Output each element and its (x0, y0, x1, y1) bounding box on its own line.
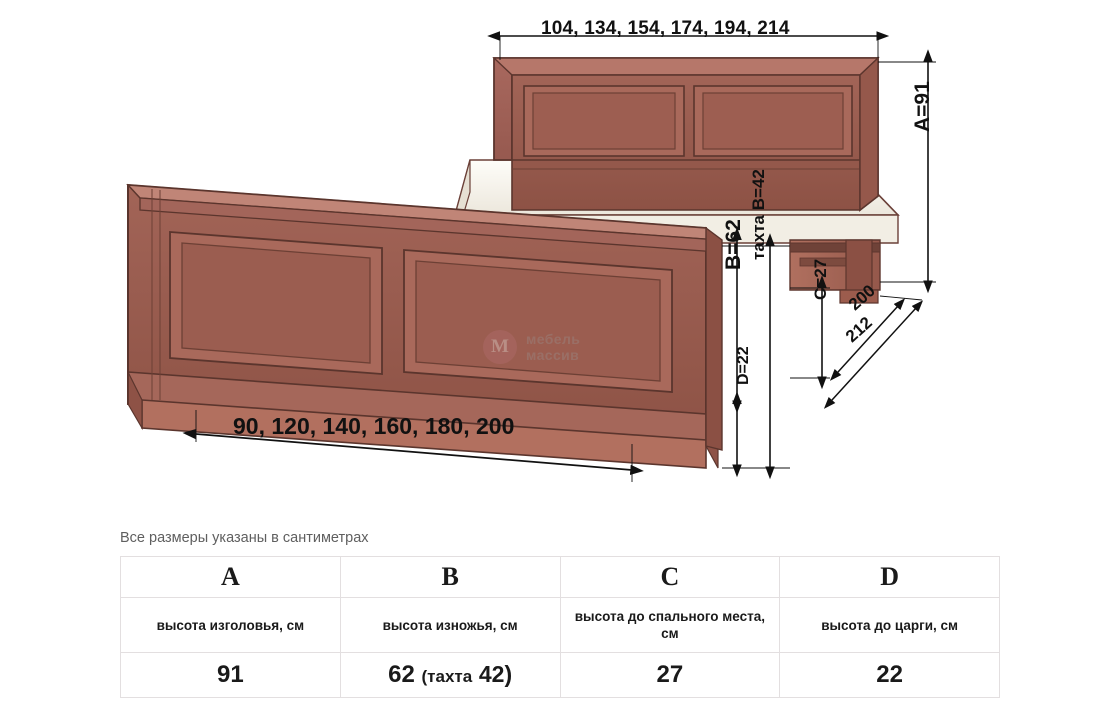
table-cell-desc-b: высота изножья, см (340, 598, 560, 653)
table-cell-letter-a: A (121, 557, 341, 598)
value-b-extra-bold: 42) (478, 661, 513, 687)
watermark-logo-icon: М (483, 330, 517, 364)
table-cell-letter-d: D (780, 557, 1000, 598)
table-cell-value-a (121, 653, 341, 698)
dimension-height-b-takhta: тахта B=42 (749, 169, 768, 260)
table-cell-desc-c: высота до спального места, см (560, 598, 780, 653)
table-cell-desc-a: высота изголовья, см (121, 598, 341, 653)
value-b-extra: (тахта (421, 667, 473, 686)
table-row-values (121, 653, 1000, 698)
value-d: 22 (876, 661, 903, 688)
dimension-depth-212: 212 (842, 313, 876, 347)
table-cell-letter-b: B (340, 557, 560, 598)
dimension-depth-200: 200 (845, 281, 879, 315)
table-row-descriptions (121, 598, 1000, 653)
dimension-height-d: D=22 (735, 346, 752, 385)
table-cell-value-d (780, 653, 1000, 698)
table-cell-letter-c: C (560, 557, 780, 598)
table-row-letters (121, 557, 1000, 598)
dimension-height-a: A=91 (911, 81, 934, 132)
dimension-height-c: C=27 (811, 258, 830, 300)
watermark-line-1: мебель (526, 331, 581, 347)
value-a: 91 (217, 661, 244, 688)
dimension-top-widths: 104, 134, 154, 174, 194, 214 (541, 18, 790, 39)
value-c: 27 (656, 661, 684, 688)
table-caption: Все размеры указаны в сантиметрах (120, 530, 369, 546)
table-cell-value-c (560, 653, 780, 698)
dimensions-table (120, 556, 1000, 698)
dimension-bottom-widths: 90, 120, 140, 160, 180, 200 (233, 413, 515, 439)
table-cell-value-b (340, 653, 560, 698)
table-cell-desc-d: высота до царги, см (780, 598, 1000, 653)
watermark-line-2: массив (526, 347, 580, 363)
value-b: 62 (388, 661, 415, 688)
dimension-height-b: B=62 (722, 219, 745, 270)
dimensions-table-block (120, 530, 1000, 698)
